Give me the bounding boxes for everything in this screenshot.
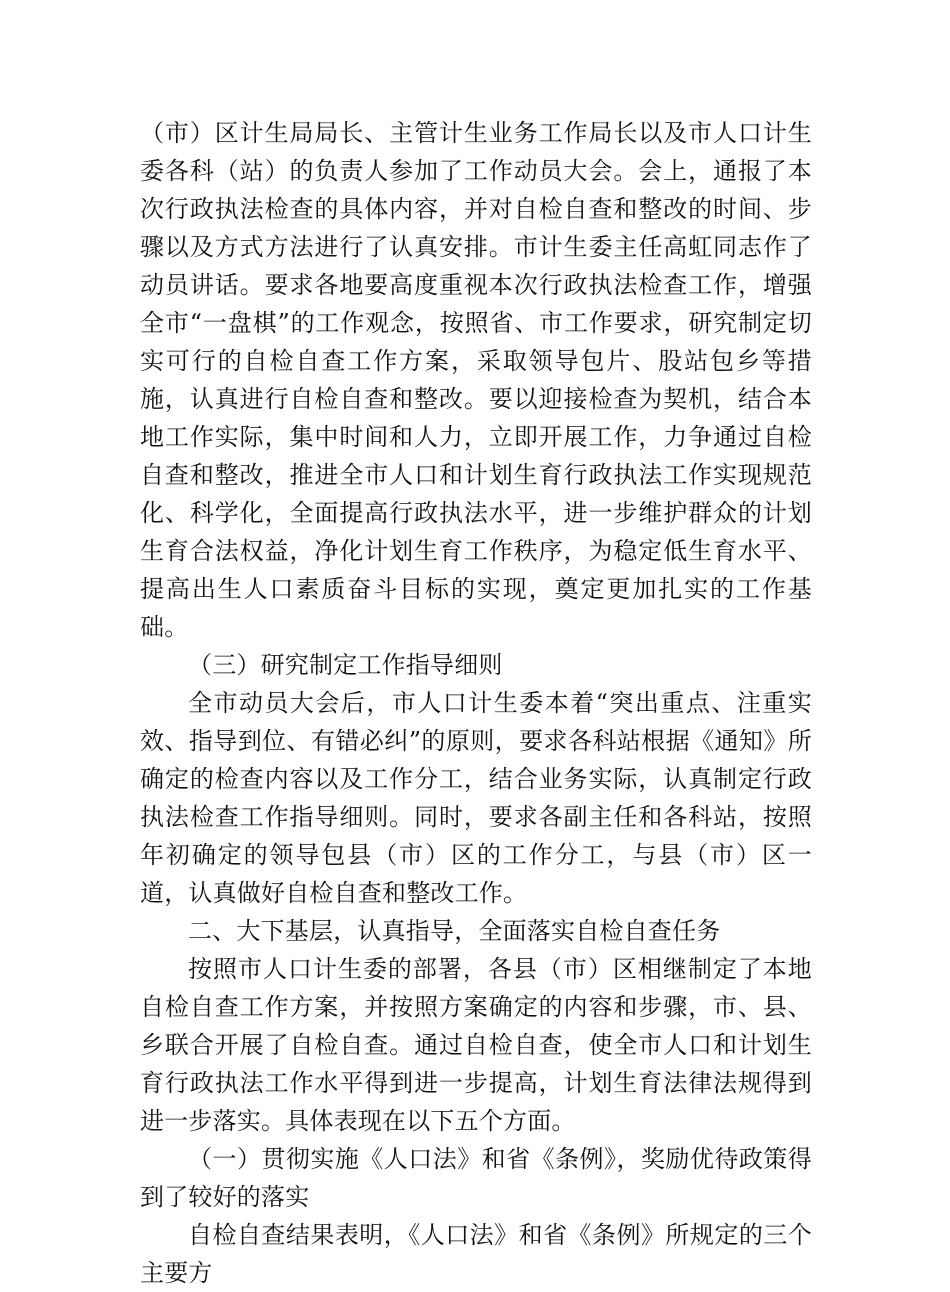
subheading-population-law: （一）贯彻实施《人口法》和省《条例》，奖励优待政策得到了较好的落实 [140, 1145, 812, 1211]
paragraph-self-inspection: 按照市人口计生委的部署，各县（市）区相继制定了本地自检自查工作方案，并按照方案确定的内容和步骤，市、县、乡联合开展了自检自查。通过自检自查，使全市人口和计划生育行政执法工作水平得到进一步提高，计划生育法律法规得到进一步落实。具体表现在以下五个方面。 [140, 955, 812, 1135]
paragraph-guidance-rules: 全市动员大会后，市人口计生委本着“突出重点、注重实效、指导到位、有错必纠”的原则，要求各科站根据《通知》所确定的检查内容以及工作分工，结合业务实际，认真制定行政执法检查工作指导细则。同时，要求各副主任和各科站，按照年初确定的领导包县（市）区的工作分工，与县（市）区一道，认真做好自检自查和整改工作。 [140, 689, 812, 907]
heading-section-two: 二、大下基层，认真指导，全面落实自检自查任务 [188, 917, 721, 945]
document-page [140, 114, 812, 1292]
subheading-guidance-rules: （三）研究制定工作指导细则 [188, 651, 503, 679]
paragraph-mobilization-meeting: （市）区计生局局长、主管计生业务工作局长以及市人口计生委各科（站）的负责人参加了工作动员大会。会上，通报了本次行政执法检查的具体内容，并对自检自查和整改的时间、步骤以及方式方法进行了认真安排。市计生委主任高虹同志作了动员讲话。要求各地要高度重视本次行政执法检查工作，增强全市“一盘棋”的工作观念，按照省、市工作要求，研究制定切实可行的自检自查工作方案，采取领导包片、股站包乡等措施，认真进行自检自查和整改。要以迎接检查为契机，结合本地工作实际，集中时间和人力，立即开展工作，力争通过自检自查和整改，推进全市人口和计划生育行政执法工作实现规范化、科学化，全面提高行政执法水平，进一步维护群众的计划生育合法权益，净化计划生育工作秩序，为稳定低生育水平、提高出生人口素质奋斗目标的实现，奠定更加扎实的工作基础。 [140, 119, 812, 641]
paragraph-inspection-results: 自检自查结果表明，《人口法》和省《条例》所规定的三个主要方 [140, 1221, 812, 1287]
